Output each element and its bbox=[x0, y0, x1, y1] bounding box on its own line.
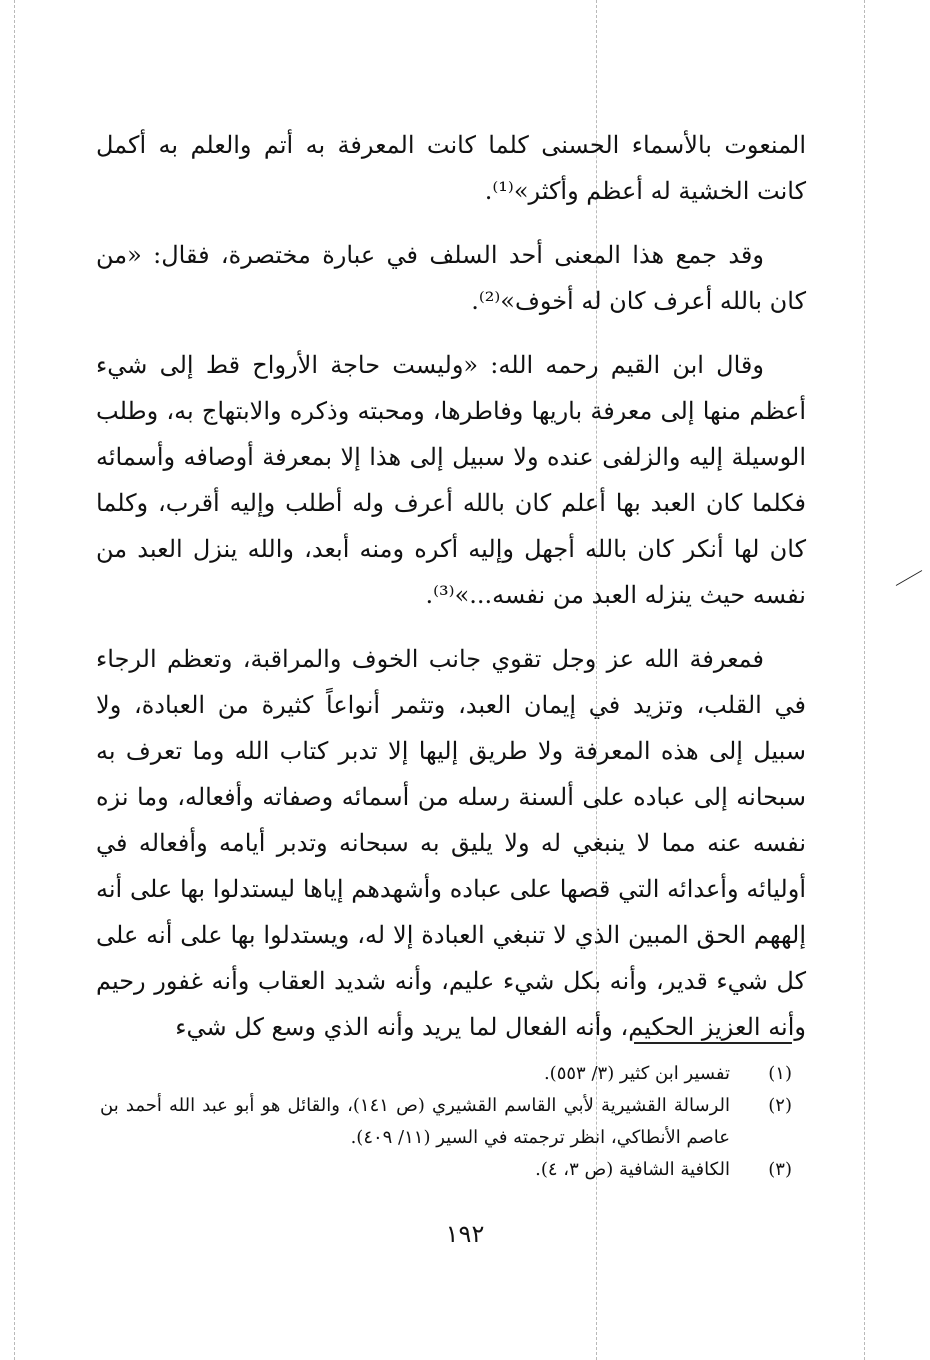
footnote-text: الرسالة القشيرية لأبي القاسم القشيري (ص ١٤١)، والقائل هو أبو عبد الله أحمد بن عاصم الأنطاكي، انظر ترجمته في السير (١١/ ٤٠٩). bbox=[100, 1095, 730, 1148]
footnotes bbox=[100, 1058, 792, 1186]
footnote bbox=[100, 1090, 792, 1154]
footnote-text: تفسير ابن كثير (٣/ ٥٥٣). bbox=[543, 1063, 730, 1084]
footnote-number: (٣) bbox=[768, 1159, 792, 1180]
page-number: ١٩٢ bbox=[445, 1220, 485, 1248]
paragraph: فمعرفة الله عز وجل تقوي جانب الخوف والمراقبة، وتعظم الرجاء في القلب، وتزيد في إيمان العبد، وتثمر أنواعاً كثيرة من العبادة، ولا سبيل إلى هذه المعرفة ولا طريق إليها إلا تدبر كتاب الله وما تعرف به سبحانه إلى عباده على ألسنة رسله من أسمائه وصفاته وأفعاله، وما نزه نفسه عنه مما لا ينبغي له ولا يليق به سبحانه وتدبر أيامه وأفعاله في أوليائه وأعدائه التي قصها على عباده وأشهدهم إياها ليستدلوا بها على أنه إلههم الحق المبين الذي لا تنبغي العبادة إلا له، ويستدلوا بها على أنه على كل شيء قدير، وأنه بكل شيء عليم، وأنه شديد العقاب وأنه غفور رحيم وأنه العزيز الحكيم، وأنه الفعال لما يريد وأنه الذي وسع كل شيء bbox=[96, 645, 806, 1041]
footnote-number: (١) bbox=[768, 1063, 792, 1084]
main-text bbox=[96, 122, 806, 1050]
scan-guide-line bbox=[864, 0, 865, 1360]
footnote-text: الكافية الشافية (ص ٣، ٤). bbox=[535, 1159, 730, 1180]
footnote bbox=[100, 1154, 792, 1186]
paragraph: المنعوت بالأسماء الحسنى كلما كانت المعرفة به أتم والعلم به أكمل كانت الخشية له أعظم وأكثر»⁽¹⁾. bbox=[96, 131, 807, 205]
footnote-separator bbox=[634, 1042, 792, 1044]
scan-guide-line bbox=[14, 0, 15, 1360]
footnote-number: (٢) bbox=[768, 1095, 792, 1116]
paragraph: وقد جمع هذا المعنى أحد السلف في عبارة مختصرة، فقال: «من كان بالله أعرف كان له أخوف»⁽²⁾. bbox=[96, 241, 806, 315]
margin-pencil-mark bbox=[896, 570, 922, 586]
footnote bbox=[100, 1058, 792, 1090]
paragraph: وقال ابن القيم رحمه الله: «وليست حاجة الأرواح قط إلى شيء أعظم منها إلى معرفة باريها وفاطرها، ومحبته وذكره والابتهاج به، وطلب الوسيلة إليه والزلفى عنده ولا سبيل إلى هذا إلا بمعرفة أوصافه وأسمائه فكلما كان العبد بها أعلم كان بالله أعرف وله أطلب وإليه أقرب، وكلما كان لها أنكر كان بالله أجهل وإليه أكره ومنه أبعد، والله ينزل العبد من نفسه حيث ينزله العبد من نفسه...»⁽³⁾. bbox=[96, 351, 807, 609]
